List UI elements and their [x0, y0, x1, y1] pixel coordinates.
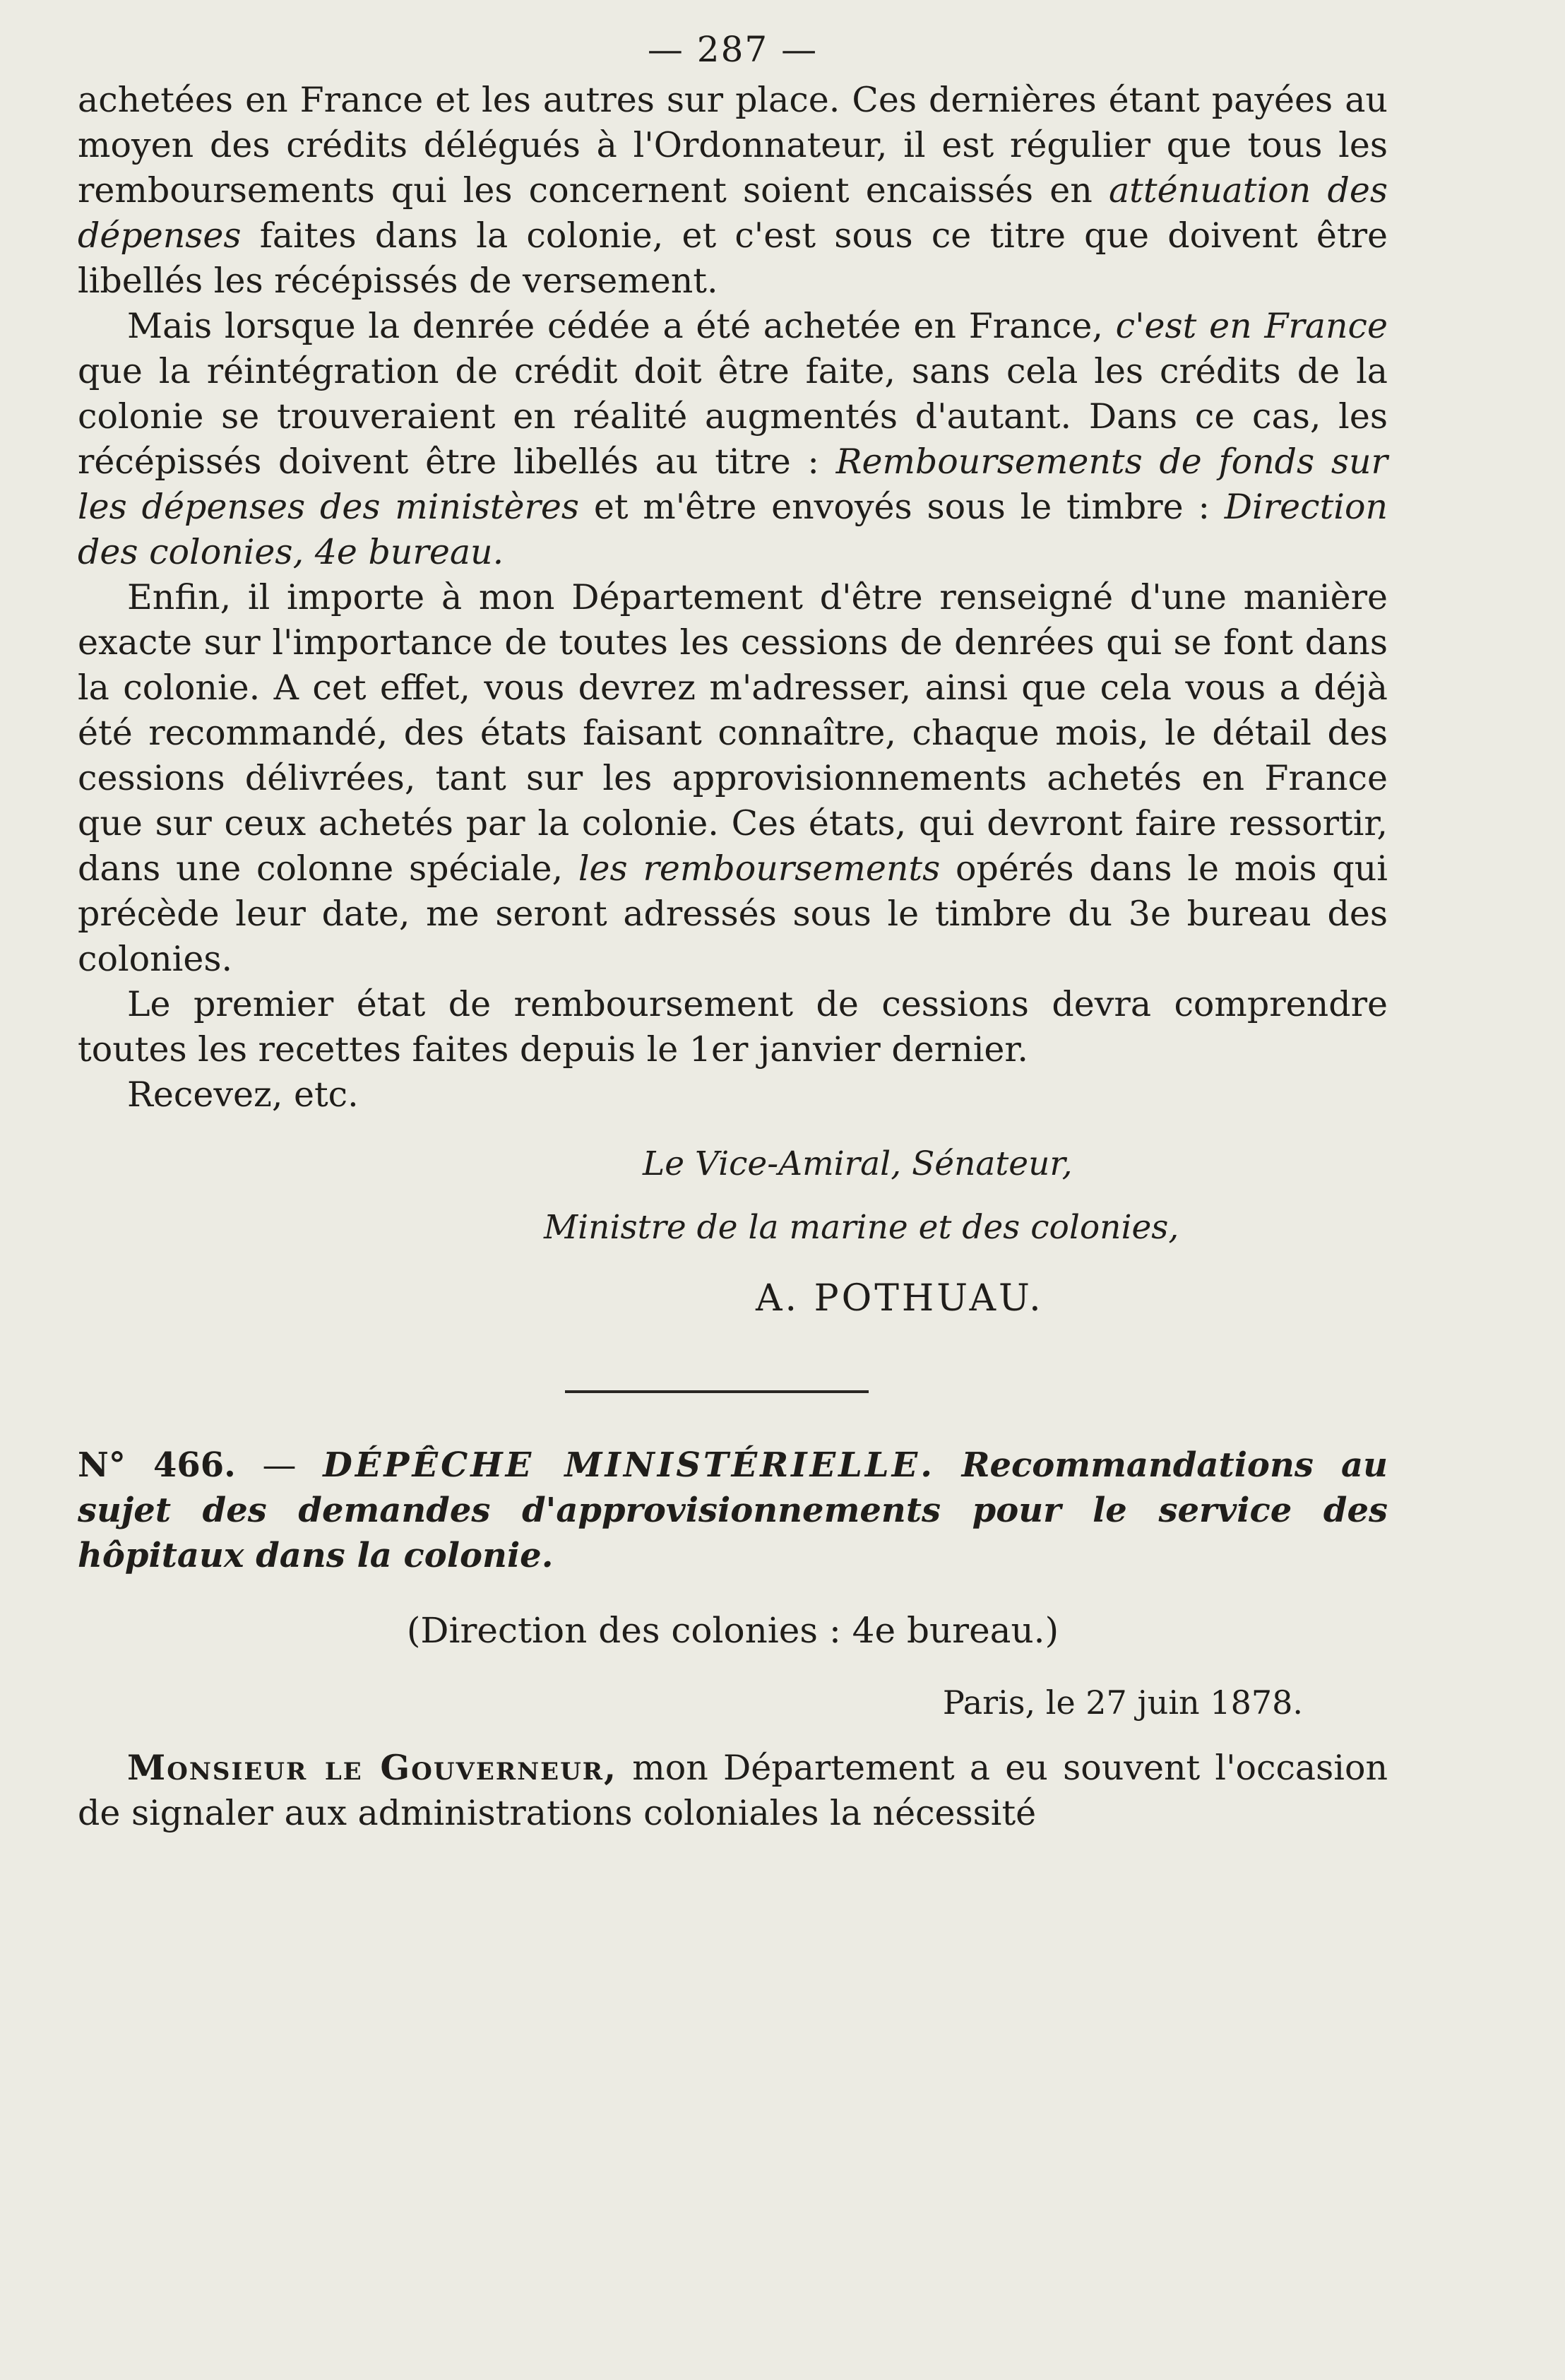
- dispatch-direction: (Direction des colonies : 4e bureau.): [406, 1610, 1059, 1651]
- paragraph-3-italic: les remboursements: [578, 848, 941, 889]
- paragraph-1-end: faites dans la colonie, et c'est sous ce titre que doivent être libellés les récépissés de versement.: [78, 215, 1388, 301]
- paragraph-1-text: achetées en France et les autres sur place. Ces dernières étant payées au moyen des crédits délégués à l'Ordonnateur, il est régulier que tous les remboursements qui les concernent soient encaissés en: [78, 80, 1388, 211]
- paragraph-3-text-a: Enfin, il importe à mon Département d'être renseigné d'une manière exacte sur l'importance de toutes les cessions de denrées qui se font dans la colonie. A cet effet, vous devrez m'adresser, ainsi que cela vous a déjà été recommandé, des états faisant connaître, chaque mois, le détail des cessions délivrées, tant sur les approvisionnements achetés en France que sur ceux achetés par la colonie. Ces états, qui devront faire ressortir, dans une colonne spéciale,: [78, 577, 1388, 889]
- dispatch-salutation: Monsieur le Gouverneur,: [127, 1747, 618, 1788]
- closing-formula: Recevez, etc.: [127, 1074, 359, 1115]
- signature-title: Le Vice-Amiral, Sénateur,: [643, 1144, 1073, 1183]
- paragraph-2: [78, 304, 1388, 575]
- document-page: [78, 28, 1388, 1836]
- dispatch-opening-text: mon Département a eu souvent l'occasion de signaler aux administrations coloniales la nécessité: [78, 1748, 1388, 1833]
- paragraph-2-text-b: que la réintégration de crédit doit être faite, sans cela les crédits de la colonie se trouveraient en réalité augmentés d'autant. Dans ce cas, les récépissés doivent être libellés au titre :: [78, 351, 1388, 482]
- paragraph-2-italic-2: Remboursements de fonds sur les dépenses des ministères: [78, 442, 1388, 527]
- section-divider: [565, 1390, 869, 1393]
- paragraph-2-italic-3: Direction des colonies, 4e bureau.: [78, 487, 1388, 572]
- dispatch-dash: —: [262, 1445, 297, 1485]
- paragraph-3-text-b: opérés dans le mois qui précède leur date, me seront adressés sous le timbre du 3e bureau des colonies.: [78, 848, 1388, 979]
- page-number: — 287 —: [647, 29, 819, 70]
- dispatch-heading: [78, 1443, 1388, 1578]
- paragraph-2-italic-1: c'est en France: [1115, 306, 1388, 346]
- dispatch-number: N° 466.: [78, 1445, 236, 1485]
- dispatch-dateline: Paris, le 27 juin 1878.: [942, 1683, 1303, 1722]
- dispatch-title: DÉPÊCHE MINISTÉRIELLE.: [323, 1445, 935, 1485]
- paragraph-4: Le premier état de remboursement de cessions devra comprendre toutes les recettes faites depuis le 1er janvier dernier.: [78, 984, 1388, 1070]
- paragraph-2-text-a: Mais lorsque la denrée cédée a été achetée en France,: [127, 306, 1103, 346]
- signature-office: Ministre de la marine et des colonies,: [544, 1208, 1179, 1247]
- signature-name: A. POTHUAU.: [756, 1277, 1044, 1320]
- paragraph-3: [78, 575, 1388, 982]
- dispatch-opening: [78, 1745, 1388, 1836]
- paragraph-2-text-c: et m'être envoyés sous le timbre :: [593, 487, 1210, 527]
- paragraph-1-italic: atténuation des dépenses: [78, 170, 1388, 256]
- spacer: [78, 1724, 1388, 1745]
- dispatch-subject: Recommandations au sujet des demandes d'approvisionnements pour le service des hôpitaux dans la colonie.: [78, 1445, 1388, 1575]
- paragraph-1: [78, 78, 1388, 304]
